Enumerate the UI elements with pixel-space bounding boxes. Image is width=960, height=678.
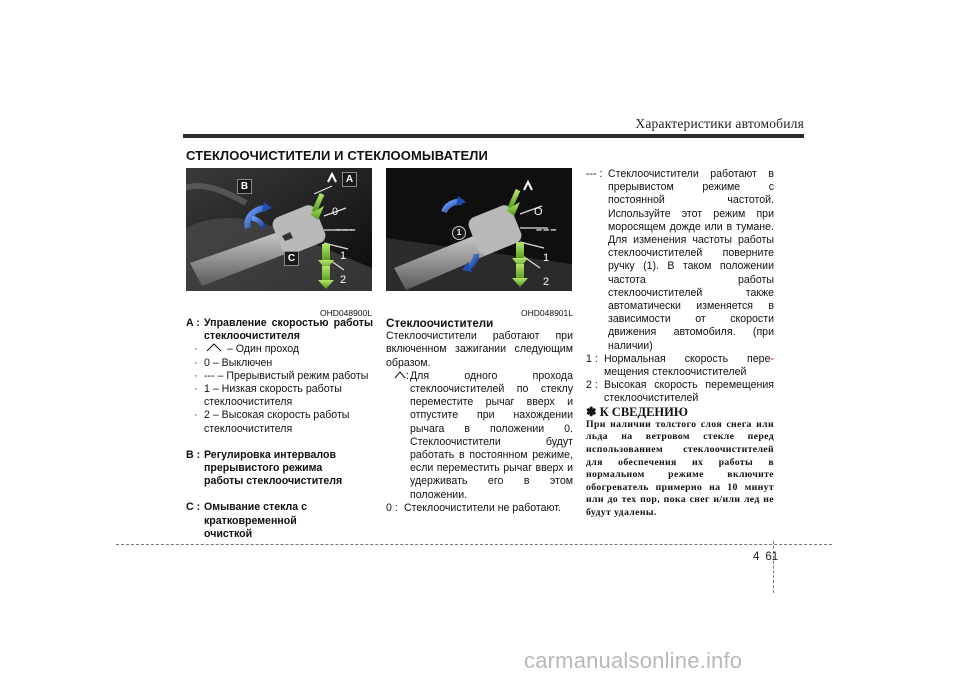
- item-c-key: C :: [186, 501, 201, 514]
- high-speed-item: [586, 379, 774, 405]
- column-3: [586, 168, 774, 520]
- low-speed-text-b: мещения стеклоочистителей: [604, 366, 747, 379]
- notice-title: ✽ К СВЕДЕНИЮ: [586, 404, 688, 419]
- intermittent-item-key: --- :: [586, 168, 603, 180]
- item-a-sub-5-text: 2 – Высокая скорость работы стеклоочистителя: [204, 409, 350, 435]
- wipers-intro: Стеклоочистители работают при включенном зажигании следующим образом.: [386, 330, 573, 369]
- low-speed-item: [586, 353, 774, 379]
- mist-arrow-icon: [206, 343, 222, 352]
- figure-wiper-switch-1: [186, 168, 372, 291]
- wipers-heading: Стеклоочистители: [386, 317, 494, 330]
- notice-body: При наличии толстого слоя снега или льда на ветровом стекле перед использованием стеклоочистителей для обеспечения их работы в нормальном режиме включите обогреватель примерно на 10 минут или до тех пор, пока снег и/или лед не будут удалены.: [586, 418, 774, 519]
- item-b-key: B :: [186, 448, 201, 461]
- item-b-text: Регулировка интервалов прерывистого режима работы стеклоочистителя: [204, 448, 343, 488]
- item-a-text: Управление скоростью работы стеклоочистителя: [204, 317, 373, 343]
- off-item-key: 0 :: [386, 501, 398, 514]
- intermittent-item: [586, 168, 774, 353]
- position-2-label: 2: [340, 274, 347, 286]
- item-a-sub-2-text: 0 – Выключен: [204, 356, 273, 369]
- item-a-sub-4-text: 1 – Низкая скорость работы стеклоочистителя: [204, 383, 342, 409]
- item-c: [186, 501, 373, 541]
- position-1-label: 1: [340, 250, 347, 262]
- badge-c: C: [284, 251, 299, 266]
- badge-a: A: [342, 172, 357, 187]
- low-speed-item-key: 1 :: [586, 352, 598, 365]
- mist-item-text: Для одного прохода стеклоочистителей по стеклу переместите рычаг вверх и отпустите при нахождении рычага в положении 0. Стеклоочистители будут работать в постоянном режиме, если переместить рычаг вверх и удерживать его в этом положении.: [410, 369, 573, 501]
- item-a-sub-4: · 1 – Низкая скорость работы стеклоочистителя: [194, 383, 342, 409]
- position-1-label-2: 1: [543, 252, 550, 264]
- item-a-key: A :: [186, 317, 200, 329]
- page-header-title: Характеристики автомобиля: [635, 116, 804, 131]
- chapter-number: 4: [753, 551, 760, 563]
- item-a-sub-2: · 0 – Выключен: [194, 356, 273, 369]
- item-c-text: Омывание стекла с кратковременной очисткой: [204, 501, 307, 540]
- position-0-label-2: O: [534, 206, 543, 218]
- low-speed-text-a: Нормальная скорость пере: [604, 352, 771, 365]
- footer-vertical-rule: [773, 541, 774, 593]
- page-number: [753, 551, 778, 563]
- footer-rule: [116, 544, 832, 545]
- high-speed-item-key: 2 :: [586, 379, 598, 392]
- low-speed-hyphen: -: [770, 352, 774, 365]
- mist-arrow-icon-2: [394, 371, 406, 379]
- position-intermittent-label-2: – – –: [536, 224, 556, 236]
- position-2-label-2: 2: [543, 276, 550, 288]
- item-b: [186, 449, 373, 489]
- watermark: carmanualsonline.info: [524, 648, 743, 673]
- item-a-sub-1-text: – Один проход: [226, 343, 300, 356]
- position-0-label: 0: [332, 206, 339, 218]
- off-item-text: Стеклоочистители не работают.: [404, 501, 561, 514]
- section-title: СТЕКЛООЧИСТИТЕЛИ И СТЕКЛООМЫВАТЕЛИ: [186, 148, 488, 163]
- position-intermittent-label: – – –: [335, 224, 355, 236]
- item-a-sub-3: · --- – Прерывистый режим работы: [194, 369, 369, 382]
- figure1-code: OHD048900L: [320, 308, 372, 318]
- header-rule: [183, 134, 804, 138]
- figure-wiper-switch-2: [386, 168, 572, 291]
- intermittent-item-text: Стеклоочистители работают в прерывистом режиме с постоянной частотой. Используйте этот режим при моросящем дожде или в тумане. Для изменения частоты работы стеклоочистителей поверните ручку (1). В таком положении частота работы стеклоочистителей также автоматически изменяется в зависимости от скорости движения автомобиля. (при наличии): [608, 168, 774, 352]
- off-item: [386, 502, 573, 515]
- knob-marker-1: 1: [452, 226, 466, 240]
- figure2-code: OHD048901L: [521, 308, 573, 318]
- column-1: [186, 317, 373, 541]
- high-speed-item-text: Высокая скорость перемещения стеклоочистителей: [604, 379, 774, 405]
- page-number-value: 61: [765, 551, 779, 563]
- item-a-sub-3-text: --- – Прерывистый режим работы: [204, 369, 369, 382]
- mist-item-key: :: [406, 369, 409, 382]
- badge-b: B: [237, 179, 252, 194]
- item-a-sub-1: · – Один проход: [194, 343, 300, 356]
- column-2: [386, 317, 573, 515]
- mist-item: [386, 370, 573, 502]
- item-a: [186, 317, 373, 343]
- item-a-sub-5: · 2 – Высокая скорость работы стеклоочистителя: [194, 409, 350, 435]
